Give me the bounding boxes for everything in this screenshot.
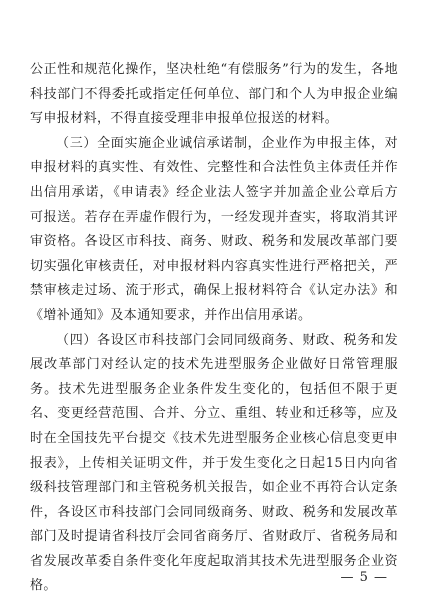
paragraph-section-4: （四）各设区市科技部门会同同级商务、财政、税务和发展改革部门对经认定的技术先进型服务企业做好日常管理服务。技术先进型服务企业条件发生变化的，包括但不限于更名、变更经营范围、合并、分立、重组、转业和迁移等，应及时在全国技先平台提交《技术先进型服务企业核心信息变更申报表》，上传相关证明文件，并于发生变化之日起15日内向省级科技管理部门和主管税务机关报告，如企业不再符合认定条件，各设区市科技部门会同同级商务、财政、税务和发展改革部门及时提请省科技厅会同省商务厅、省财政厅、省税务局和省发展改革委自条件变化年度起取消其技术先进型服务企业资格。 [30,332,398,594]
document-body [30,58,398,599]
paragraph-continuation: 公正性和规范化操作，坚决杜绝“有偿服务”行为的发生，各地科技部门不得委托或指定任何单位、部门和个人为申报企业编写申报材料，不得直接受理非申报单位报送的材料。 [30,62,398,127]
page-number: — 5 — [340,570,388,585]
paragraph-section-3: （三）全面实施企业诚信承诺制，企业作为申报主体，对申报材料的真实性、有效性、完整性和合法性负主体责任并作出信用承诺，《申请表》经企业法人签字并加盖企业公章后方可报送。若存在弄虚作假行为，一经发现并查实，将取消其评审资格。各设区市科技、商务、财政、税务和发展改革部门要切实强化审核责任，对申报材料内容真实性进行严格把关，严禁审核走过场、流于形式，确保上报材料符合《认定办法》和《增补通知》及本通知要求，并作出信用承诺。 [30,135,398,323]
